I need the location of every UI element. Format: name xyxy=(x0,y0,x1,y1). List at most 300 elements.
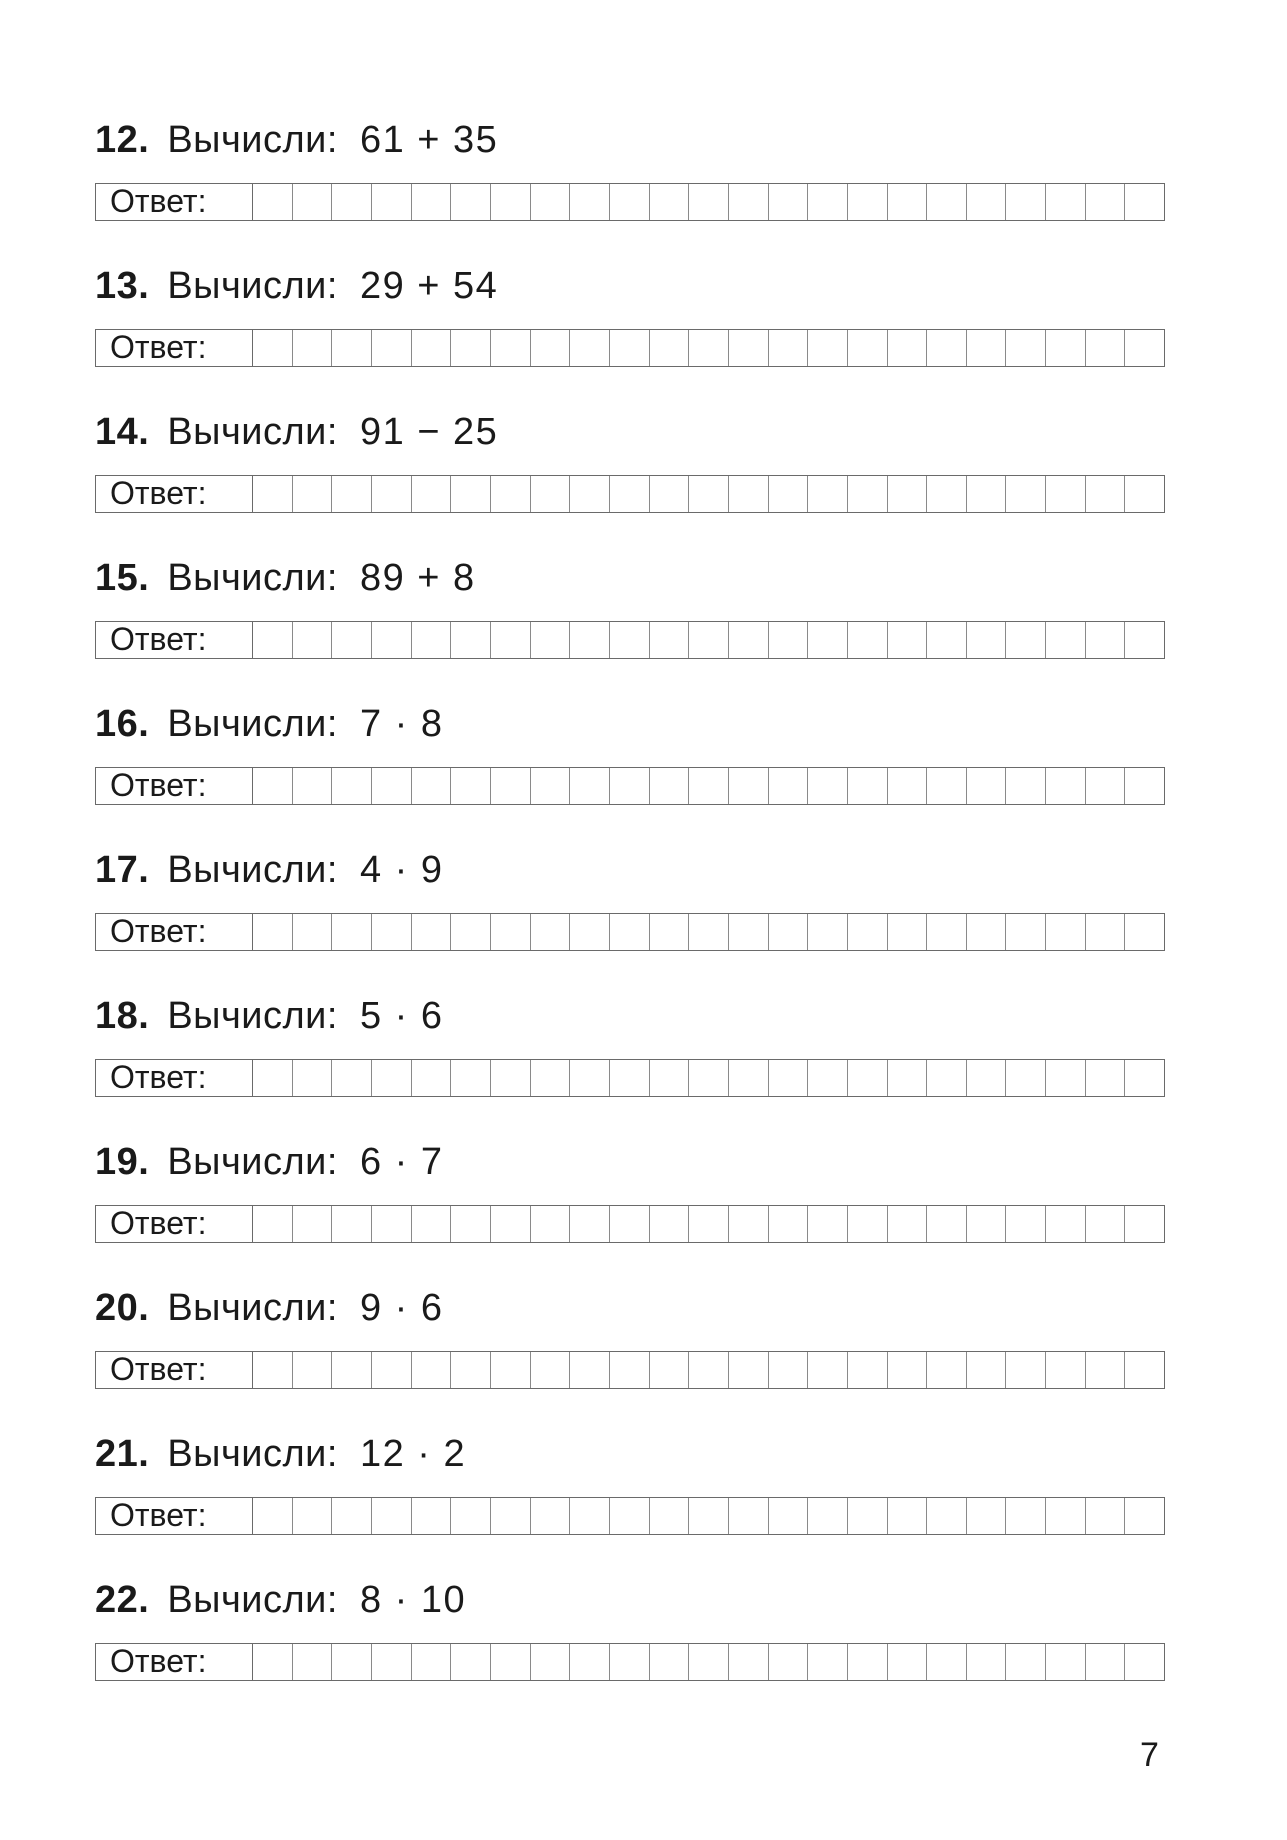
answer-cells[interactable] xyxy=(253,476,1164,512)
answer-cell[interactable] xyxy=(1125,476,1164,512)
answer-cell[interactable] xyxy=(1006,1206,1046,1242)
answer-cell[interactable] xyxy=(927,1644,967,1680)
answer-cell[interactable] xyxy=(808,768,848,804)
task-number: 17. xyxy=(95,849,150,891)
answer-cell[interactable] xyxy=(1125,1206,1164,1242)
answer-cell[interactable] xyxy=(650,1206,690,1242)
answer-cells[interactable] xyxy=(253,184,1164,220)
answer-cell[interactable] xyxy=(372,1206,412,1242)
answer-cell[interactable] xyxy=(769,914,809,950)
answer-cell[interactable] xyxy=(1046,1352,1086,1388)
answer-cell[interactable] xyxy=(610,622,650,658)
answer-cell[interactable] xyxy=(1046,1498,1086,1534)
answer-cell[interactable] xyxy=(848,1644,888,1680)
answer-cell[interactable] xyxy=(412,1352,452,1388)
answer-cell[interactable] xyxy=(1086,1206,1126,1242)
answer-cell[interactable] xyxy=(650,1644,690,1680)
task-expression: 91 − 25 xyxy=(359,411,499,453)
answer-cell[interactable] xyxy=(729,1206,769,1242)
answer-cell[interactable] xyxy=(531,330,571,366)
answer-cell[interactable] xyxy=(570,1206,610,1242)
answer-cell[interactable] xyxy=(967,330,1007,366)
answer-cell[interactable] xyxy=(491,768,531,804)
answer-cell[interactable] xyxy=(531,1352,571,1388)
answer-cell[interactable] xyxy=(253,1206,293,1242)
answer-cell[interactable] xyxy=(769,184,809,220)
answer-cell[interactable] xyxy=(372,476,412,512)
answer-cell[interactable] xyxy=(253,1060,293,1096)
answer-cell[interactable] xyxy=(332,1644,372,1680)
answer-cell[interactable] xyxy=(888,1060,928,1096)
answer-cell[interactable] xyxy=(531,184,571,220)
answer-cell[interactable] xyxy=(491,1498,531,1534)
answer-cell[interactable] xyxy=(451,622,491,658)
answer-cell[interactable] xyxy=(888,768,928,804)
answer-cell[interactable] xyxy=(293,476,333,512)
answer-cell[interactable] xyxy=(927,622,967,658)
answer-cell[interactable] xyxy=(1006,1644,1046,1680)
answer-cell[interactable] xyxy=(888,1206,928,1242)
answer-cell[interactable] xyxy=(293,1060,333,1096)
task-expression: 7 · 8 xyxy=(359,703,444,745)
answer-cell[interactable] xyxy=(451,184,491,220)
answer-cell[interactable] xyxy=(451,330,491,366)
answer-cell[interactable] xyxy=(1086,622,1126,658)
answer-cell[interactable] xyxy=(1125,622,1164,658)
answer-cell[interactable] xyxy=(967,1060,1007,1096)
answer-cell[interactable] xyxy=(451,476,491,512)
answer-cells[interactable] xyxy=(253,330,1164,366)
answer-cell[interactable] xyxy=(332,622,372,658)
answer-cell[interactable] xyxy=(1125,1644,1164,1680)
answer-cell[interactable] xyxy=(808,184,848,220)
answer-cell[interactable] xyxy=(729,476,769,512)
answer-cell[interactable] xyxy=(1046,622,1086,658)
answer-cell[interactable] xyxy=(372,1644,412,1680)
answer-cell[interactable] xyxy=(293,1644,333,1680)
answer-cell[interactable] xyxy=(531,1206,571,1242)
answer-cell[interactable] xyxy=(1006,476,1046,512)
answer-cell[interactable] xyxy=(253,768,293,804)
answer-cell[interactable] xyxy=(848,1498,888,1534)
answer-cell[interactable] xyxy=(729,1352,769,1388)
answer-cell[interactable] xyxy=(293,1206,333,1242)
answer-cell[interactable] xyxy=(808,622,848,658)
answer-cell[interactable] xyxy=(848,330,888,366)
answer-cell[interactable] xyxy=(610,184,650,220)
answer-cell[interactable] xyxy=(848,476,888,512)
answer-cell[interactable] xyxy=(1086,476,1126,512)
answer-field[interactable] xyxy=(95,1643,1165,1681)
answer-cell[interactable] xyxy=(927,1498,967,1534)
answer-label: Ответ: xyxy=(96,330,253,366)
answer-cell[interactable] xyxy=(769,622,809,658)
answer-cell[interactable] xyxy=(769,1206,809,1242)
answer-cell[interactable] xyxy=(967,768,1007,804)
answer-cell[interactable] xyxy=(491,1644,531,1680)
answer-cell[interactable] xyxy=(808,1644,848,1680)
answer-cell[interactable] xyxy=(451,1352,491,1388)
task-instruction: Вычисли: xyxy=(167,411,338,453)
answer-cell[interactable] xyxy=(491,622,531,658)
answer-cell[interactable] xyxy=(332,330,372,366)
answer-cell[interactable] xyxy=(451,914,491,950)
answer-cell[interactable] xyxy=(610,1352,650,1388)
answer-cell[interactable] xyxy=(1006,1352,1046,1388)
answer-cell[interactable] xyxy=(1086,184,1126,220)
answer-cell[interactable] xyxy=(967,476,1007,512)
answer-cell[interactable] xyxy=(451,1206,491,1242)
answer-cell[interactable] xyxy=(1006,768,1046,804)
answer-cell[interactable] xyxy=(689,1498,729,1534)
answer-cell[interactable] xyxy=(610,1498,650,1534)
answer-cell[interactable] xyxy=(1006,330,1046,366)
answer-cell[interactable] xyxy=(1086,1352,1126,1388)
answer-cell[interactable] xyxy=(888,1352,928,1388)
answer-cell[interactable] xyxy=(650,914,690,950)
answer-cell[interactable] xyxy=(769,476,809,512)
answer-cell[interactable] xyxy=(650,476,690,512)
answer-cell[interactable] xyxy=(848,1352,888,1388)
answer-cell[interactable] xyxy=(610,1644,650,1680)
answer-cell[interactable] xyxy=(531,476,571,512)
answer-cell[interactable] xyxy=(610,1060,650,1096)
answer-cell[interactable] xyxy=(888,476,928,512)
answer-field[interactable] xyxy=(95,1059,1165,1097)
answer-cell[interactable] xyxy=(689,914,729,950)
answer-cell[interactable] xyxy=(412,330,452,366)
answer-cell[interactable] xyxy=(888,1498,928,1534)
answer-cell[interactable] xyxy=(927,1060,967,1096)
task-17 xyxy=(95,845,1165,951)
answer-cell[interactable] xyxy=(848,1206,888,1242)
answer-cells[interactable] xyxy=(253,1206,1164,1242)
answer-cell[interactable] xyxy=(570,1498,610,1534)
answer-cell[interactable] xyxy=(412,914,452,950)
answer-cell[interactable] xyxy=(650,330,690,366)
answer-cell[interactable] xyxy=(412,622,452,658)
answer-cell[interactable] xyxy=(253,1644,293,1680)
answer-cell[interactable] xyxy=(332,914,372,950)
answer-cell[interactable] xyxy=(1086,1644,1126,1680)
answer-cell[interactable] xyxy=(848,184,888,220)
answer-cell[interactable] xyxy=(372,914,412,950)
answer-cell[interactable] xyxy=(332,1352,372,1388)
answer-cell[interactable] xyxy=(332,476,372,512)
answer-cell[interactable] xyxy=(729,914,769,950)
answer-cell[interactable] xyxy=(491,1206,531,1242)
answer-cell[interactable] xyxy=(293,1352,333,1388)
answer-cells[interactable] xyxy=(253,1352,1164,1388)
task-line xyxy=(95,407,1165,457)
answer-label: Ответ: xyxy=(96,1060,253,1096)
answer-cell[interactable] xyxy=(1046,184,1086,220)
answer-cell[interactable] xyxy=(570,1352,610,1388)
answer-cell[interactable] xyxy=(293,622,333,658)
answer-cell[interactable] xyxy=(769,1060,809,1096)
answer-cell[interactable] xyxy=(1125,1060,1164,1096)
answer-cell[interactable] xyxy=(610,330,650,366)
answer-cell[interactable] xyxy=(927,768,967,804)
answer-cell[interactable] xyxy=(253,622,293,658)
answer-cell[interactable] xyxy=(1046,768,1086,804)
answer-cell[interactable] xyxy=(888,914,928,950)
answer-cell[interactable] xyxy=(848,768,888,804)
answer-cell[interactable] xyxy=(570,622,610,658)
answer-label: Ответ: xyxy=(96,622,253,658)
answer-cell[interactable] xyxy=(372,622,412,658)
answer-cell[interactable] xyxy=(253,914,293,950)
answer-cell[interactable] xyxy=(967,184,1007,220)
answer-cell[interactable] xyxy=(769,768,809,804)
answer-cell[interactable] xyxy=(808,914,848,950)
answer-cell[interactable] xyxy=(808,1206,848,1242)
answer-cells[interactable] xyxy=(253,1498,1164,1534)
answer-cell[interactable] xyxy=(689,184,729,220)
task-line xyxy=(95,261,1165,311)
answer-cell[interactable] xyxy=(293,914,333,950)
answer-cell[interactable] xyxy=(729,1498,769,1534)
answer-field[interactable] xyxy=(95,329,1165,367)
answer-cell[interactable] xyxy=(769,330,809,366)
answer-field[interactable] xyxy=(95,475,1165,513)
answer-cell[interactable] xyxy=(491,184,531,220)
answer-cell[interactable] xyxy=(1006,184,1046,220)
task-number: 16. xyxy=(95,703,150,745)
answer-cell[interactable] xyxy=(412,1206,452,1242)
answer-cell[interactable] xyxy=(253,184,293,220)
answer-cell[interactable] xyxy=(729,768,769,804)
answer-cell[interactable] xyxy=(570,184,610,220)
answer-cell[interactable] xyxy=(253,1352,293,1388)
answer-cell[interactable] xyxy=(570,1644,610,1680)
answer-field[interactable] xyxy=(95,621,1165,659)
answer-cell[interactable] xyxy=(1006,1060,1046,1096)
answer-cell[interactable] xyxy=(1125,184,1164,220)
answer-cell[interactable] xyxy=(293,768,333,804)
answer-cell[interactable] xyxy=(332,1206,372,1242)
task-expression: 12 · 2 xyxy=(359,1433,467,1475)
answer-cell[interactable] xyxy=(610,1206,650,1242)
answer-field[interactable] xyxy=(95,767,1165,805)
answer-cell[interactable] xyxy=(531,1644,571,1680)
answer-cell[interactable] xyxy=(1006,1498,1046,1534)
answer-cell[interactable] xyxy=(729,1060,769,1096)
answer-cell[interactable] xyxy=(332,184,372,220)
answer-cell[interactable] xyxy=(689,1352,729,1388)
answer-label: Ответ: xyxy=(96,1206,253,1242)
answer-cell[interactable] xyxy=(372,330,412,366)
answer-cell[interactable] xyxy=(412,1644,452,1680)
answer-cell[interactable] xyxy=(967,1498,1007,1534)
answer-cell[interactable] xyxy=(769,1352,809,1388)
answer-cell[interactable] xyxy=(451,768,491,804)
answer-cell[interactable] xyxy=(1086,1498,1126,1534)
answer-cell[interactable] xyxy=(332,1060,372,1096)
answer-cell[interactable] xyxy=(332,1498,372,1534)
answer-cell[interactable] xyxy=(689,768,729,804)
answer-cell[interactable] xyxy=(451,1498,491,1534)
answer-cell[interactable] xyxy=(610,476,650,512)
answer-cell[interactable] xyxy=(650,184,690,220)
answer-cell[interactable] xyxy=(808,1060,848,1096)
answer-cell[interactable] xyxy=(570,768,610,804)
answer-cell[interactable] xyxy=(491,1352,531,1388)
answer-cell[interactable] xyxy=(1006,914,1046,950)
answer-cell[interactable] xyxy=(1125,330,1164,366)
answer-cell[interactable] xyxy=(1046,476,1086,512)
task-number: 18. xyxy=(95,995,150,1037)
answer-cells[interactable] xyxy=(253,622,1164,658)
answer-label: Ответ: xyxy=(96,1498,253,1534)
answer-cell[interactable] xyxy=(808,1498,848,1534)
answer-cell[interactable] xyxy=(491,1060,531,1096)
answer-cells[interactable] xyxy=(253,1644,1164,1680)
answer-cell[interactable] xyxy=(848,1060,888,1096)
answer-cell[interactable] xyxy=(689,1206,729,1242)
answer-cell[interactable] xyxy=(451,1060,491,1096)
answer-cell[interactable] xyxy=(412,768,452,804)
answer-cell[interactable] xyxy=(570,914,610,950)
answer-cells[interactable] xyxy=(253,1060,1164,1096)
answer-label: Ответ: xyxy=(96,768,253,804)
answer-cell[interactable] xyxy=(848,914,888,950)
answer-cell[interactable] xyxy=(412,476,452,512)
answer-cell[interactable] xyxy=(1125,1498,1164,1534)
answer-cell[interactable] xyxy=(253,1498,293,1534)
answer-cell[interactable] xyxy=(888,184,928,220)
answer-cell[interactable] xyxy=(808,1352,848,1388)
answer-cell[interactable] xyxy=(491,330,531,366)
answer-cell[interactable] xyxy=(689,622,729,658)
task-instruction: Вычисли: xyxy=(167,995,338,1037)
answer-cell[interactable] xyxy=(1125,914,1164,950)
answer-cell[interactable] xyxy=(570,330,610,366)
answer-cell[interactable] xyxy=(491,914,531,950)
answer-cell[interactable] xyxy=(888,1644,928,1680)
answer-cell[interactable] xyxy=(729,622,769,658)
answer-cell[interactable] xyxy=(1125,768,1164,804)
answer-cell[interactable] xyxy=(689,476,729,512)
answer-cell[interactable] xyxy=(769,1644,809,1680)
answer-cell[interactable] xyxy=(1086,330,1126,366)
answer-cell[interactable] xyxy=(808,476,848,512)
answer-cell[interactable] xyxy=(967,914,1007,950)
answer-cell[interactable] xyxy=(967,1352,1007,1388)
answer-field[interactable] xyxy=(95,913,1165,951)
answer-cell[interactable] xyxy=(729,330,769,366)
answer-cell[interactable] xyxy=(689,330,729,366)
answer-cell[interactable] xyxy=(689,1060,729,1096)
answer-cell[interactable] xyxy=(808,330,848,366)
answer-cell[interactable] xyxy=(1046,1644,1086,1680)
task-15 xyxy=(95,553,1165,659)
answer-cell[interactable] xyxy=(491,476,531,512)
answer-cell[interactable] xyxy=(293,1498,333,1534)
answer-cell[interactable] xyxy=(1125,1352,1164,1388)
answer-cell[interactable] xyxy=(412,184,452,220)
answer-cell[interactable] xyxy=(610,914,650,950)
answer-cell[interactable] xyxy=(531,622,571,658)
answer-cell[interactable] xyxy=(1046,1060,1086,1096)
answer-cell[interactable] xyxy=(729,184,769,220)
task-expression: 5 · 6 xyxy=(359,995,444,1037)
answer-cell[interactable] xyxy=(927,914,967,950)
answer-cell[interactable] xyxy=(1046,914,1086,950)
answer-cell[interactable] xyxy=(927,330,967,366)
answer-cell[interactable] xyxy=(927,184,967,220)
answer-cell[interactable] xyxy=(451,1644,491,1680)
answer-field[interactable] xyxy=(95,1497,1165,1535)
answer-cell[interactable] xyxy=(531,1060,571,1096)
answer-cell[interactable] xyxy=(531,768,571,804)
answer-cell[interactable] xyxy=(927,1352,967,1388)
answer-field[interactable] xyxy=(95,1205,1165,1243)
answer-cell[interactable] xyxy=(372,768,412,804)
answer-cell[interactable] xyxy=(650,622,690,658)
task-19 xyxy=(95,1137,1165,1243)
answer-cell[interactable] xyxy=(689,1644,729,1680)
answer-cell[interactable] xyxy=(1086,1060,1126,1096)
answer-cell[interactable] xyxy=(332,768,372,804)
answer-cell[interactable] xyxy=(650,768,690,804)
answer-cell[interactable] xyxy=(1046,330,1086,366)
answer-cell[interactable] xyxy=(650,1352,690,1388)
answer-field[interactable] xyxy=(95,183,1165,221)
answer-cell[interactable] xyxy=(967,1206,1007,1242)
answer-cell[interactable] xyxy=(1086,914,1126,950)
answer-cell[interactable] xyxy=(531,1498,571,1534)
answer-cell[interactable] xyxy=(848,622,888,658)
answer-cell[interactable] xyxy=(253,476,293,512)
task-20 xyxy=(95,1283,1165,1389)
answer-cell[interactable] xyxy=(927,1206,967,1242)
answer-cell[interactable] xyxy=(570,1060,610,1096)
answer-cell[interactable] xyxy=(293,184,333,220)
answer-cell[interactable] xyxy=(769,1498,809,1534)
answer-cell[interactable] xyxy=(650,1060,690,1096)
task-line xyxy=(95,845,1165,895)
answer-cell[interactable] xyxy=(610,768,650,804)
task-number: 19. xyxy=(95,1141,150,1183)
answer-cell[interactable] xyxy=(293,330,333,366)
answer-cell[interactable] xyxy=(253,330,293,366)
answer-cell[interactable] xyxy=(1046,1206,1086,1242)
answer-cell[interactable] xyxy=(967,1644,1007,1680)
answer-cell[interactable] xyxy=(372,1352,412,1388)
answer-cell[interactable] xyxy=(412,1060,452,1096)
answer-field[interactable] xyxy=(95,1351,1165,1389)
answer-cells[interactable] xyxy=(253,914,1164,950)
answer-cell[interactable] xyxy=(531,914,571,950)
answer-cell[interactable] xyxy=(372,1498,412,1534)
answer-label: Ответ: xyxy=(96,1352,253,1388)
answer-cell[interactable] xyxy=(372,184,412,220)
answer-cell[interactable] xyxy=(650,1498,690,1534)
answer-cell[interactable] xyxy=(888,330,928,366)
answer-cell[interactable] xyxy=(1006,622,1046,658)
answer-cell[interactable] xyxy=(729,1644,769,1680)
answer-cell[interactable] xyxy=(967,622,1007,658)
answer-cell[interactable] xyxy=(570,476,610,512)
answer-cell[interactable] xyxy=(412,1498,452,1534)
answer-cell[interactable] xyxy=(1086,768,1126,804)
answer-cell[interactable] xyxy=(927,476,967,512)
answer-cell[interactable] xyxy=(372,1060,412,1096)
task-number: 21. xyxy=(95,1433,150,1475)
answer-cell[interactable] xyxy=(888,622,928,658)
answer-cells[interactable] xyxy=(253,768,1164,804)
